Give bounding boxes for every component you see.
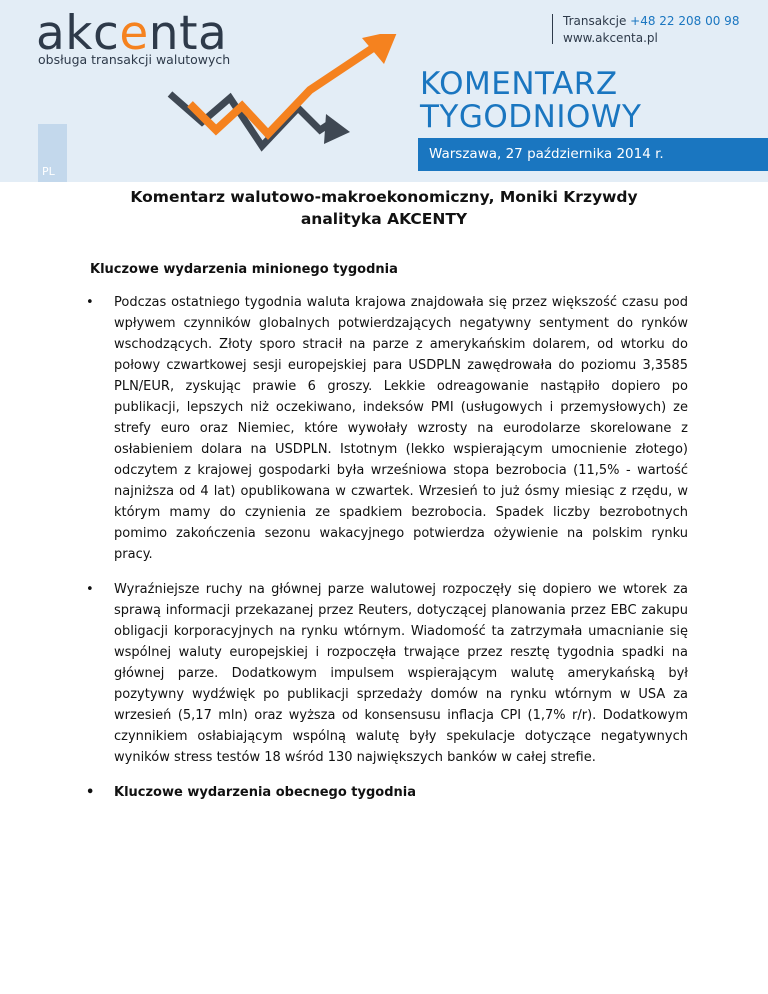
- contact-website[interactable]: www.akcenta.pl: [563, 31, 658, 45]
- rising-and-falling-arrows-icon: [150, 34, 420, 154]
- contact-label: Transakcje: [563, 14, 627, 28]
- document-title: Komentarz walutowo-makroekonomiczny, Moniki Krzywdy analityka AKCENTY: [130, 188, 638, 228]
- contact-info: [563, 13, 739, 47]
- date-banner: Warszawa, 27 października 2014 r.: [418, 138, 768, 171]
- contact-phone[interactable]: +48 22 208 00 98: [630, 14, 740, 28]
- bullet-list: [84, 292, 688, 817]
- contact-divider: [552, 14, 553, 44]
- logo-tagline: obsługa transakcji walutowych: [38, 52, 231, 67]
- list-item: • Wyraźniejsze ruchy na głównej parze walutowej rozpoczęły się dopiero we wtorek za sprawą informacji przekazanej przez Reuters, dotyczącej planowania przez EBC zakupu obligacji korporacyjnych na rynku wtórnym. Wiadomość ta zatrzymała umacnianie się wspólnej waluty europejskiej i rozpoczęła trwające przez resztę tygodnia spadki na głównej parze. Dodatkowym impulsem wspierającym walutę amerykańską był pozytywny wydźwięk po publikacji sprzedaży domów na rynku wtórnym w USA za wrzesień (5,17 mln) oraz wyższa od konsensusu inflacja CPI (1,7% r/r). Dodatkowym czynnikiem osłabiającym wspólną walutę były spekulacje dotyczące negatywnych wyników stress testów 18 wśród 130 największych banków w całej strefie.: [84, 579, 688, 768]
- list-item-heading: • Kluczowe wydarzenia obecnego tygodnia: [84, 782, 688, 803]
- header-banner: [0, 0, 768, 182]
- list-item: • Podczas ostatniego tygodnia waluta krajowa znajdowała się przez większość czasu pod wpływem czynników globalnych potwierdzających negatywny sentyment do rynków wschodzących. Złoty sporo stracił na parze z amerykańskim dolarem, od wtorku do połowy czwartkowej sesji europejskiej para USDPLN zawędrowała do poziomu 3,3585 PLN/EUR, zyskując prawie 6 groszy. Lekkie odreagowanie nastąpiło dopiero po publikacji, lepszych niż oczekiwano, indeksów PMI (usługowych i przemysłowych) ze strefy euro oraz Niemiec, które wywołały wzrosty na eurodolarze skorelowane z osłabieniem dolara na USDPLN. Istotnym (lekko wspierającym umocnienie złotego) odczytem z krajowej gospodarki była wrześniowa stopa bezrobocia (11,5% - wartość najniższa od 4 lat) opublikowana w czwartek. Wrzesień to już ósmy miesiąc z rzędu, w którym mamy do czynienia ze spadkiem bezrobocia. Spadek liczby bezrobotnych pomimo zakończenia sezonu wakacyjnego potwierdza ożywienie na polskim rynku pracy.: [84, 292, 688, 565]
- page-title: KOMENTARZ TYGODNIOWY: [420, 66, 642, 135]
- company-logo[interactable]: akcenta: [36, 6, 228, 61]
- section-heading: Kluczowe wydarzenia minionego tygodnia: [90, 262, 398, 277]
- language-label[interactable]: PL: [42, 165, 55, 178]
